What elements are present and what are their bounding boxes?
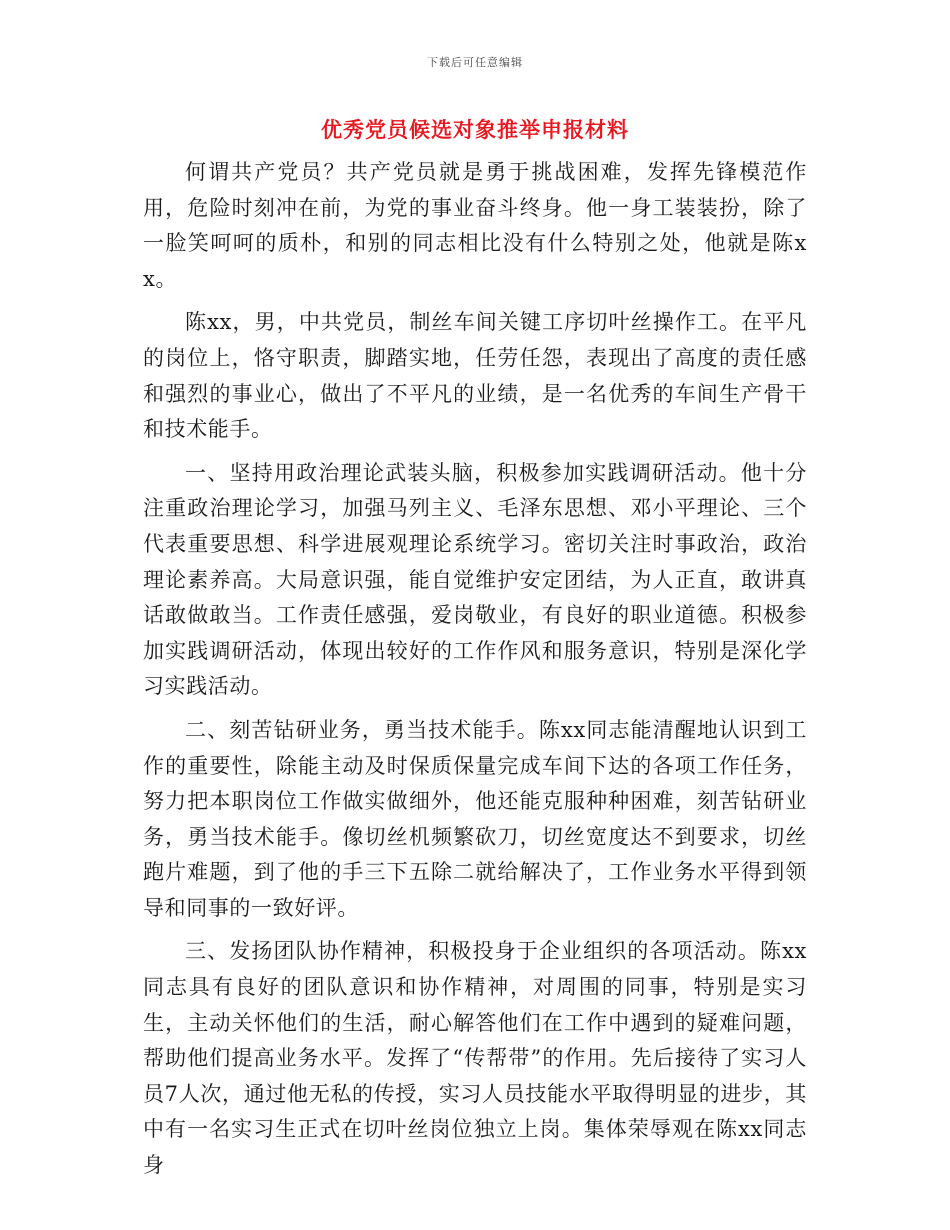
paragraph-section-2: 二、刻苦钻研业务，勇当技术能手。陈xx同志能清醒地认识到工作的重要性，除能主动及时保质保量完成车间下达的各项工作任务，努力把本职岗位工作做实做细外，他还能克服种种困难，刻苦钻研业务，勇当技术能手。像切丝机频繁砍刀，切丝宽度达不到要求，切丝跑片难题，到了他的手三下五除二就给解决了，工作业务水平得到领导和同事的一致好评。 xyxy=(143,717,807,920)
document-title: 优秀党员候选对象推举申报材料 xyxy=(321,117,629,142)
paragraph-section-3: 三、发扬团队协作精神，积极投身于企业组织的各项活动。陈xx同志具有良好的团队意识和协作精神，对周围的同事，特别是实习生，主动关怀他们的生活，耐心解答他们在工作中遇到的疑难问题，帮助他们提高业务水平。发挥了“传帮带”的作用。先后接待了实习人员7人次，通过他无私的传授，实习人员技能水平取得明显的进步，其中有一名实习生正式在切叶丝岗位独立上岗。集体荣辱观在陈xx同志身 xyxy=(143,939,807,1178)
paragraph-profile: 陈xx，男，中共党员，制丝车间关键工序切叶丝操作工。在平凡的岗位上，恪守职责，脚踏实地，任劳任怨，表现出了高度的责任感和强烈的事业心，做出了不平凡的业绩，是一名优秀的车间生产骨干和技术能手。 xyxy=(143,310,807,442)
document-body xyxy=(143,155,807,1192)
paragraph-intro: 何谓共产党员？共产党员就是勇于挑战困难，发挥先锋模范作用，危险时刻冲在前，为党的事业奋斗终身。他一身工装装扮，除了一脸笑呵呵的质朴，和别的同志相比没有什么特别之处，他就是陈xx。 xyxy=(143,160,807,291)
header-note: 下载后可任意编辑 xyxy=(427,56,523,69)
paragraph-section-1: 一、坚持用政治理论武装头脑，积极参加实践调研活动。他十分注重政治理论学习，加强马列主义、毛泽东思想、邓小平理论、三个代表重要思想、科学进展观理论系统学习。密切关注时事政治，政治理论素养高。大局意识强，能自觉维护安定团结，为人正直，敢讲真话敢做敢当。工作责任感强，爱岗敬业，有良好的职业道德。积极参加实践调研活动，体现出较好的工作作风和服务意识，特别是深化学习实践活动。 xyxy=(143,460,807,699)
